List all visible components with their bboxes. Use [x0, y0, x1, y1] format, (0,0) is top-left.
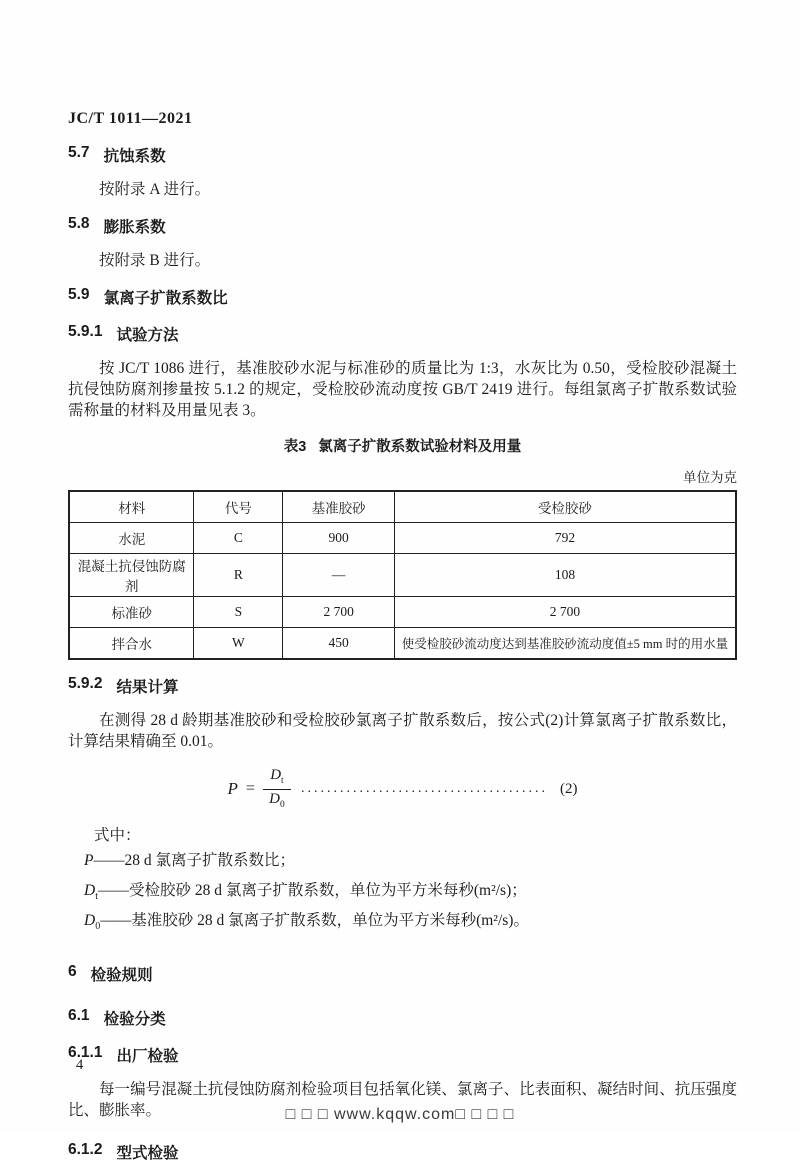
cell-code: C [194, 523, 283, 554]
cell-test: 2 700 [394, 597, 736, 628]
table-row [69, 628, 736, 660]
numerator-base: D [270, 767, 282, 783]
cell-reference: 900 [283, 523, 395, 554]
heading-5-8 [68, 215, 737, 237]
paragraph-5-9-2: 在测得 28 d 龄期基准胶砂和受检胶砂氯离子扩散系数后，按公式(2)计算氯离子扩散系数比，计算结果精确至 0.01。 [68, 712, 737, 750]
fraction-numerator [270, 768, 283, 787]
paragraph-6-1-1: 每一编号混凝土抗侵蚀防腐剂检验项目包括氧化镁、氯离子、比表面积、凝结时间、抗压强度比、膨胀率。 [68, 1081, 737, 1120]
watermark-text: □ □ □ www.kqqw.com□ □ □ □ [285, 1106, 515, 1123]
heading-number: 6.1 [68, 1007, 90, 1025]
table-row [69, 597, 736, 628]
heading-title: 抗蚀系数 [103, 148, 166, 165]
col-header-material: 材料 [69, 491, 194, 523]
heading-title: 氯离子扩散系数比 [103, 290, 228, 307]
table-header-row [69, 491, 736, 523]
heading-number: 5.8 [68, 215, 90, 232]
formula-2 [68, 768, 737, 811]
cell-reference: — [283, 554, 395, 597]
cell-code: W [194, 628, 283, 660]
cell-test: 使受检胶砂流动度达到基准胶砂流动度值±5 mm 时的用水量 [394, 628, 736, 660]
heading-title: 检验分类 [103, 1011, 166, 1029]
page-number: 4 [76, 1057, 84, 1073]
fraction-denominator [269, 792, 285, 811]
symbol-subscript: 0 [95, 921, 101, 933]
numerator-subscript: t [281, 776, 284, 786]
table3-caption [68, 435, 737, 456]
cell-code: R [194, 554, 283, 597]
table3-caption-title: 氯离子扩散系数试验材料及用量 [318, 439, 522, 455]
heading-title: 膨胀系数 [103, 219, 166, 236]
table3-unit-note: 单位为克 [683, 470, 737, 485]
heading-number: 5.7 [68, 144, 90, 161]
symbol: P [84, 851, 94, 869]
table3-caption-label: 表3 [283, 439, 307, 455]
heading-6-1-1 [68, 1044, 737, 1066]
heading-number: 5.9 [68, 286, 90, 303]
symbol-definition: ——基准胶砂 28 d 氯离子扩散系数，单位为平方米每秒(m²/s)。 [100, 912, 529, 930]
heading-5-9 [68, 286, 737, 308]
symbol-subscript: t [95, 891, 98, 903]
heading-number: 6 [68, 963, 77, 981]
formula-dot-leader: ...................................... [300, 781, 548, 797]
symbol-definition: ——28 d 氯离子扩散系数比； [93, 851, 295, 869]
cell-reference: 450 [283, 628, 395, 660]
table-row [69, 523, 736, 554]
heading-6-1 [68, 1007, 737, 1029]
heading-title: 试验方法 [116, 327, 179, 344]
cell-test: 108 [394, 554, 736, 597]
table3-materials [68, 490, 737, 660]
where-item-Dt [84, 879, 737, 909]
table-row [69, 554, 736, 597]
col-header-reference-mortar: 基准胶砂 [283, 491, 395, 523]
heading-5-9-1 [68, 323, 737, 345]
cell-material: 拌合水 [69, 628, 194, 660]
cell-material: 水泥 [69, 523, 194, 554]
heading-5-7 [68, 144, 737, 166]
denominator-base: D [269, 790, 280, 807]
heading-5-9-2 [68, 675, 737, 697]
cell-reference: 2 700 [283, 597, 395, 628]
heading-6 [68, 963, 737, 985]
heading-title: 检验规则 [90, 967, 153, 985]
heading-number: 6.1.2 [68, 1141, 103, 1159]
formula-equals: = [245, 780, 255, 798]
where-intro: 式中： [94, 826, 141, 844]
paragraph-5-9-1: 按 JC/T 1086 进行，基准胶砂水泥与标准砂的质量比为 1:3，水灰比为 0.50，受检胶砂混凝土抗侵蚀防腐剂掺量按 5.1.2 的规定，受检胶砂流动度按 GB/T 2419 进行。每组氯离子扩散系数试验需称量的材料及用量见表 3。 [68, 360, 737, 419]
where-item-P [84, 849, 737, 879]
symbol: D [84, 882, 96, 900]
col-header-test-mortar: 受检胶砂 [394, 491, 736, 523]
cell-test: 792 [394, 523, 736, 554]
heading-number: 5.9.2 [68, 675, 103, 692]
heading-number: 6.1.1 [68, 1044, 103, 1062]
cell-material: 标准砂 [69, 597, 194, 628]
heading-title: 型式检验 [116, 1145, 179, 1163]
cell-material: 混凝土抗侵蚀防腐剂 [69, 554, 194, 597]
symbol-definition: ——受检胶砂 28 d 氯离子扩散系数，单位为平方米每秒(m²/s)； [97, 882, 527, 900]
paragraph-5-7: 按附录 A 进行。 [99, 181, 211, 198]
formula-fraction [263, 768, 291, 811]
paragraph-5-8: 按附录 B 进行。 [99, 252, 211, 269]
col-header-code: 代号 [194, 491, 283, 523]
formula-number: (2) [559, 780, 578, 797]
formula-lhs: P [227, 779, 238, 799]
fraction-bar [263, 789, 291, 790]
heading-title: 结果计算 [116, 679, 179, 696]
running-header-doc-code: JC/T 1011—2021 [68, 110, 193, 127]
heading-title: 出厂检验 [116, 1048, 179, 1066]
heading-number: 5.9.1 [68, 323, 103, 340]
cell-code: S [194, 597, 283, 628]
denominator-subscript: 0 [280, 799, 285, 810]
symbol: D [84, 912, 96, 930]
where-item-D0 [84, 909, 737, 939]
heading-6-1-2 [68, 1141, 737, 1163]
